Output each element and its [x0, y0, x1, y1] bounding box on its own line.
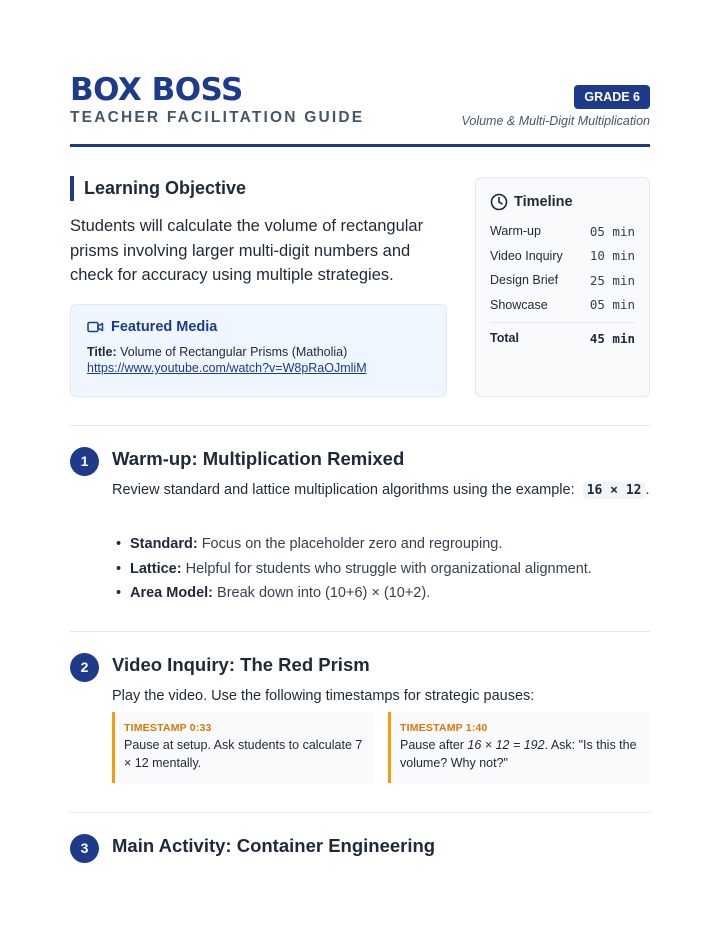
timeline-row-label: Video Inquiry [490, 248, 563, 263]
grade-badge: GRADE 6 [574, 85, 650, 109]
topic-label: Volume & Multi-Digit Multiplication [461, 114, 650, 128]
list-item [130, 557, 650, 582]
timestamp-label: TIMESTAMP 1:40 [400, 722, 488, 734]
step-number-badge: 1 [70, 447, 99, 476]
timeline-heading [490, 193, 635, 211]
media-title-label: Title: [87, 345, 117, 359]
clock-icon [490, 193, 508, 211]
timestamp-text [400, 736, 640, 772]
learning-objective-heading: Learning Objective [70, 176, 246, 201]
section-intro-text: Review standard and lattice multiplication algorithms using the example: [112, 482, 575, 498]
list-item-text: Break down into (10+6) × (10+2). [217, 585, 431, 601]
list-item-label: Area Model: [130, 585, 213, 601]
timeline-card [475, 177, 650, 397]
timeline-heading-label: Timeline [514, 194, 573, 210]
media-title-line [87, 345, 430, 359]
timeline-row-label: Design Brief [490, 273, 559, 288]
timeline-total-duration: 45 min [589, 330, 635, 346]
timeline-row-warmup [490, 219, 635, 244]
header-divider [70, 144, 650, 147]
section-title-warmup: Warm-up: Multiplication Remixed [112, 448, 405, 469]
timeline-row-duration: 25 min [589, 272, 635, 288]
example-expression: 16 × 12 [583, 482, 646, 499]
timeline-row-design-brief [490, 268, 635, 293]
timeline-row-showcase [490, 293, 635, 318]
video-camera-icon [87, 321, 104, 333]
timeline-total-row [490, 326, 635, 351]
warmup-strategy-list [130, 532, 650, 606]
learning-objective-text: Students will calculate the volume of rectangular prisms involving larger multi-digit numbers and check for accuracy using multiple strategies. [70, 217, 424, 284]
timestamp-label: TIMESTAMP 0:33 [124, 722, 212, 734]
featured-media-heading [87, 319, 430, 335]
timeline-divider [490, 322, 635, 323]
featured-media-box [70, 304, 447, 397]
section-divider [70, 812, 650, 813]
timeline-row-duration: 05 min [589, 297, 635, 313]
timeline-total-label: Total [490, 331, 519, 346]
timeline-row-video-inquiry [490, 244, 635, 269]
list-item-text: Focus on the placeholder zero and regrouping. [201, 536, 503, 552]
section-intro-warmup: Review standard and lattice multiplication algorithms using the example: 16 × 12 . [112, 482, 650, 498]
brand-logo-text: BOX BOSS [70, 72, 243, 108]
list-item [130, 581, 650, 606]
media-video-link[interactable]: https://www.youtube.com/watch?v=W8pRaOJmliM [87, 361, 367, 375]
timeline-row-label: Showcase [490, 297, 548, 312]
timeline-row-duration: 10 min [589, 248, 635, 264]
guide-subtitle: TEACHER FACILITATION GUIDE [70, 109, 365, 126]
timeline-row-label: Warm-up [490, 224, 541, 239]
list-item [130, 532, 650, 557]
step-number-badge: 2 [70, 653, 99, 682]
timestamp-card-1-40 [388, 712, 650, 783]
section-divider [70, 425, 650, 426]
list-item-label: Standard: [130, 536, 198, 552]
timeline-row-duration: 05 min [589, 223, 635, 239]
media-title-value: Volume of Rectangular Prisms (Matholia) [120, 345, 348, 359]
section-title-video-inquiry: Video Inquiry: The Red Prism [112, 654, 370, 675]
step-number-badge: 3 [70, 834, 99, 863]
section-divider [70, 631, 650, 632]
featured-media-label: Featured Media [111, 319, 218, 335]
timestamp-text-pre: Pause after [400, 738, 464, 752]
teacher-guide-page [70, 0, 650, 932]
timestamp-card-0-33 [112, 712, 374, 783]
timestamp-text: Pause at setup. Ask students to calculate 7 × 12 mentally. [124, 738, 363, 770]
section-title-main-activity: Main Activity: Container Engineering [112, 835, 436, 856]
list-item-label: Lattice: [130, 560, 182, 577]
timestamp-text-post: . Ask: "Is this the volume? Why not?" [400, 738, 637, 770]
timestamp-equation: 16 × 12 = 192 [467, 738, 545, 752]
list-item-text: Helpful for students who struggle with organizational alignment. [185, 560, 592, 577]
section-intro-video-inquiry: Play the video. Use the following timestamps for strategic pauses: [112, 688, 535, 704]
